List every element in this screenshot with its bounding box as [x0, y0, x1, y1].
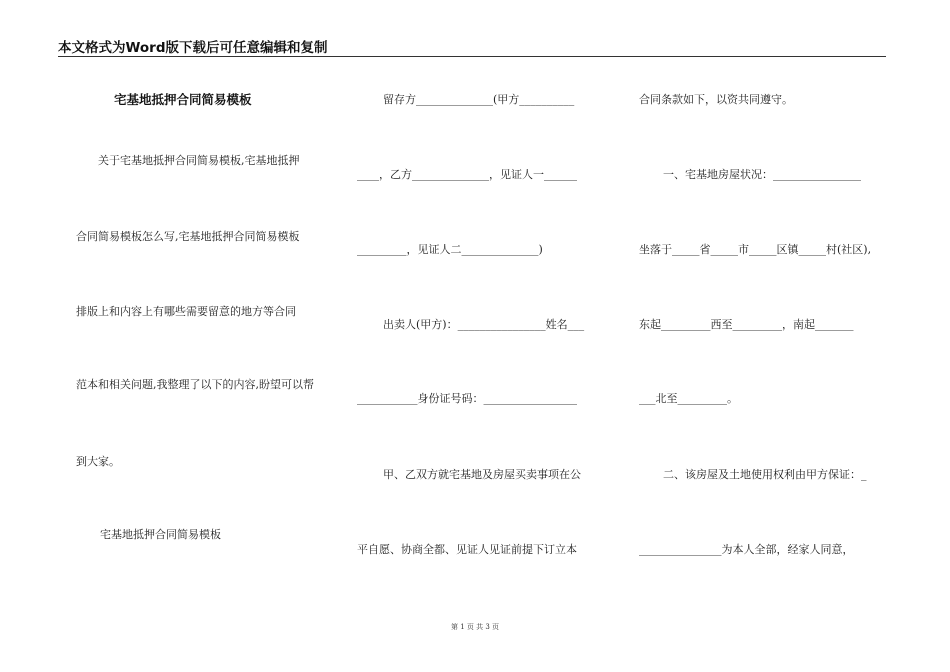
- paragraph-line: 出卖人(甲方)：________________姓名___: [383, 318, 585, 331]
- page-number: 第 1 页 共 3 页: [450, 623, 500, 631]
- document-title: 宅基地抵押合同简易模板: [114, 92, 252, 107]
- paragraph-line: 坐落于_____省_____市_____区镇_____村(社区),: [639, 243, 872, 256]
- paragraph-line: ____，乙方______________，见证人一______: [357, 168, 577, 181]
- paragraph-line: ___北至_________。: [639, 392, 738, 405]
- paragraph-line: 到大家。: [76, 455, 120, 468]
- paragraph-line: 排版上和内容上有哪些需要留意的地方等合同: [76, 305, 296, 318]
- paragraph-line: _______________为本人全部，经家人同意，: [639, 543, 854, 556]
- paragraph-line: 范本和相关问题,我整理了以下的内容,盼望可以帮: [76, 378, 314, 391]
- paragraph-line: 二、该房屋及土地使用权利由甲方保证：_: [663, 468, 867, 481]
- paragraph-line: 合同简易模板怎么写,宅基地抵押合同简易模板: [76, 230, 300, 243]
- paragraph-line: _________，见证人二______________): [357, 243, 543, 256]
- paragraph-line: 平自愿、协商全都、见证人见证前提下订立本: [357, 543, 577, 556]
- paragraph-line: 甲、乙双方就宅基地及房屋买卖事项在公: [383, 468, 581, 481]
- text-column-3: [639, 0, 889, 620]
- section-heading: 宅基地抵押合同简易模板: [100, 528, 221, 541]
- text-column-2: [357, 0, 607, 620]
- paragraph-line: 留存方______________(甲方__________: [383, 93, 575, 106]
- header-title: 本文格式为Word版下载后可任意编辑和复制: [58, 40, 328, 56]
- text-column-1: [76, 0, 326, 620]
- paragraph-line: 一、宅基地房屋状况：________________: [663, 168, 861, 181]
- paragraph-line: ___________身份证号码：_________________: [357, 392, 577, 405]
- paragraph-line: 关于宅基地抵押合同简易模板,宅基地抵押: [98, 154, 300, 167]
- paragraph-line: 东起_________西至_________，南起_______: [639, 318, 854, 331]
- paragraph-line: 合同条款如下，以资共同遵守。: [639, 93, 793, 106]
